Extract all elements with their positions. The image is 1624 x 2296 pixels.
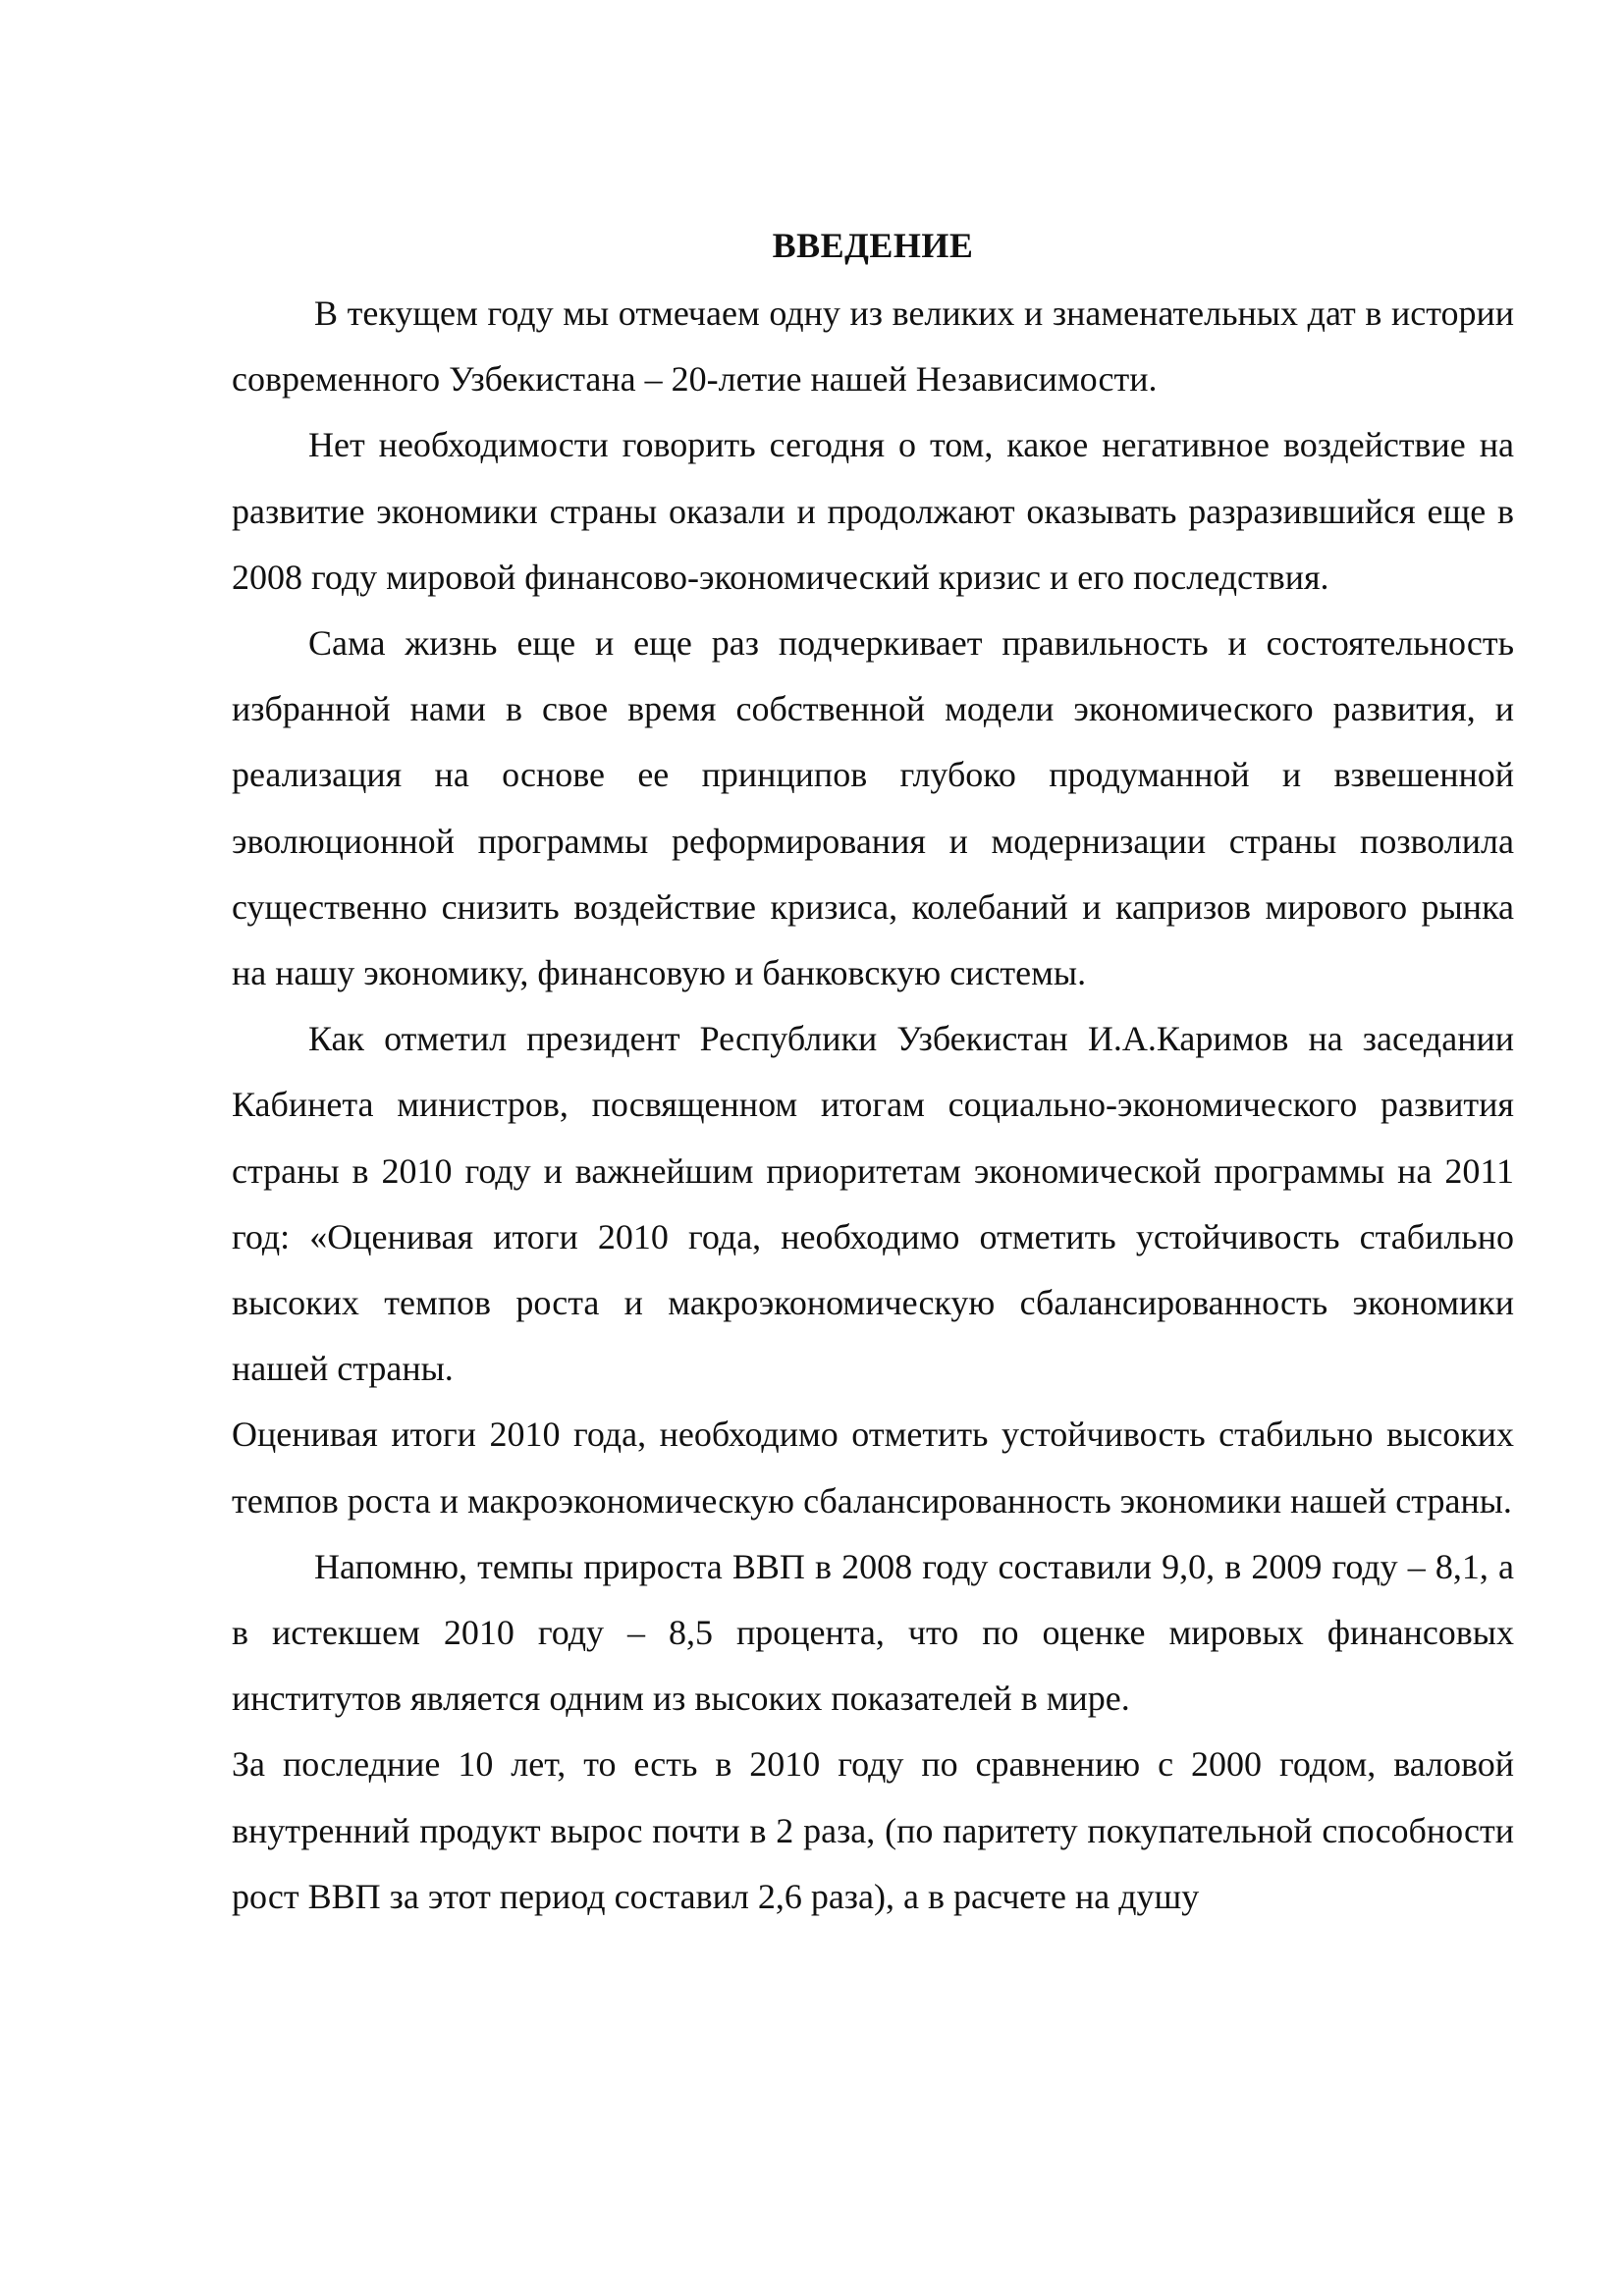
page-title: ВВЕДЕНИЕ (772, 226, 974, 265)
paragraph-independence: В текущем году мы отмечаем одну из великих и знаменательных дат в истории современного Узбекистана – 20-летие нашей Независимости. (232, 294, 1514, 400)
paragraph-crisis: Нет необходимости говорить сегодня о том, какое негативное воздействие на развитие экономики страны оказали и продолжают оказывать разразившийся еще в 2008 году мировой финансово-экономический кризис и его последствия. (232, 425, 1514, 597)
paragraph-growth-summary: Оценивая итоги 2010 года, необходимо отметить устойчивость стабильно высоких темпов роста и макроэкономическую сбалансированность экономики нашей страны. (232, 1415, 1514, 1521)
paragraph-economic-model: Сама жизнь еще и еще раз подчеркивает правильность и состоятельность избранной нами в свое время собственной модели экономического развития, и реализация на основе ее принципов глубоко продуманной и взвешенной эволюционной программы реформирования и модернизации страны позволила существенно снизить воздействие кризиса, колебаний и капризов мирового рынка на нашу экономику, финансовую и банковскую системы. (232, 623, 1514, 993)
paragraph-ten-years: За последние 10 лет, то есть в 2010 году по сравнению с 2000 годом, валовой внутренний продукт вырос почти в 2 раза, (по паритету покупательной способности рост ВВП за этот период составил 2,6 раза), а в расчете на душу (232, 1744, 1514, 1916)
paragraph-gdp-rates: Напомню, темпы прироста ВВП в 2008 году составили 9,0, в 2009 году – 8,1, а в истекшем 2010 году – 8,5 процента, что по оценке мировых финансовых институтов является одним из высоких показателей в мире. (232, 1546, 1514, 1719)
paragraph-president-quote: Как отметил президент Республики Узбекистан И.А.Каримов на заседании Кабинета министров, посвященном итогам социально-экономического развития страны в 2010 году и важнейшим приоритетам экономической программы на 2011 год: «Оценивая итоги 2010 года, необходимо отметить устойчивость стабильно высоких темпов роста и макроэкономическую сбалансированность экономики нашей страны. (232, 1019, 1514, 1389)
